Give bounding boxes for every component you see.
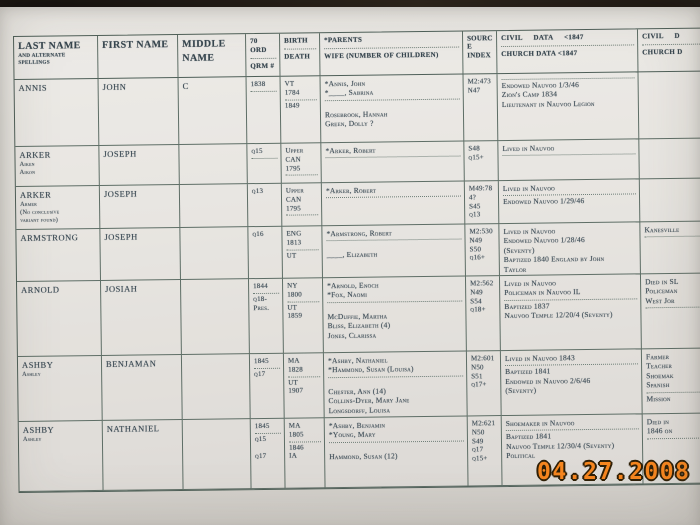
cell-line: ANNIS	[18, 82, 48, 93]
cell-ord-qrm	[247, 77, 282, 144]
cell-line: q18-	[253, 294, 268, 303]
cell-line: ____, Elizabeth	[326, 249, 378, 260]
cell-line: *Annis, John	[324, 78, 366, 89]
cell-line: NATHANIEL	[106, 423, 160, 434]
cell-ord-qrm	[250, 354, 285, 419]
cell-source-index	[465, 181, 500, 224]
cell-line: CAN	[285, 195, 302, 204]
cell-civil-church-2	[638, 71, 700, 139]
cell-birth-death	[282, 183, 323, 226]
cell-birth-death	[285, 418, 326, 488]
dotted-separator	[284, 48, 316, 49]
cell-line: FIRST NAME	[102, 39, 169, 51]
cell-source-index	[468, 416, 503, 486]
cell-line: *Hammond, Susan (Louisa)	[328, 364, 414, 375]
cell-line: Jones, Clarissa	[327, 330, 377, 340]
genealogy-table	[13, 27, 700, 493]
cell-line: *PARENTS	[324, 35, 363, 45]
cell-line: Upper	[285, 186, 304, 195]
dotted-separator	[502, 154, 635, 157]
cell-line: Lived in Nauvoo	[502, 183, 555, 194]
cell-line: ARNOLD	[21, 284, 60, 295]
dotted-separator	[645, 306, 700, 308]
cell-line: *Armstrong, Robert	[326, 228, 392, 239]
dotted-separator	[250, 57, 276, 58]
cell-civil-church	[498, 139, 639, 181]
cell-line: QRM #	[250, 61, 275, 70]
cell-line: 4?	[468, 193, 477, 202]
cell-line: Policeman	[645, 286, 678, 296]
cell-first-name	[103, 420, 184, 491]
cell-line: Nauvoo Temple 12/30/4 (Seventy)	[505, 440, 615, 451]
cell-line: (Seventy)	[503, 245, 535, 255]
cell-line: M2:621	[471, 419, 496, 428]
cell-line: WIFE (NUMBER OF CHILDREN)	[324, 50, 439, 60]
cell-line: q17+	[471, 380, 487, 389]
cell-line: *Young, Mary	[328, 429, 376, 440]
cell-line: Mission	[646, 393, 671, 403]
cell-last-name	[16, 229, 101, 282]
cell-line: M2:601	[470, 354, 495, 363]
cell-line: CIVIL D	[642, 31, 680, 41]
cell-line: q17	[472, 445, 484, 454]
cell-last-name	[15, 146, 99, 187]
cell-civil-church	[499, 222, 641, 276]
cell-line: Endowed Nauvoo 1/3/46	[501, 80, 580, 91]
cell-line: Policeman in Nauvoo IL	[504, 287, 581, 298]
cell-line: *Fox, Naomi	[327, 290, 368, 300]
cell-line: BENJAMAN	[105, 358, 157, 369]
cell-line: Ashley	[22, 370, 41, 378]
cell-line: S51	[471, 371, 483, 380]
cell-parents-wife	[325, 416, 469, 488]
cell-line: Hammond, Susan (12)	[329, 451, 398, 461]
cell-last-name	[18, 356, 103, 422]
cell-line: CHURCH D	[642, 47, 683, 57]
cell-source-index	[465, 224, 500, 276]
cell-middle-name	[180, 184, 249, 228]
cell-parents-wife	[321, 74, 465, 143]
cell-line: Lieutenant in Nauvoo Legion	[501, 98, 595, 109]
cell-line: CIVIL DATA <1847	[501, 33, 584, 43]
cell-birth-death	[281, 143, 321, 183]
cell-line: UT	[288, 378, 299, 387]
cell-line: SOURC	[467, 34, 493, 43]
cell-line: q15+	[468, 153, 484, 162]
cell-first-name	[100, 228, 181, 281]
header-cell-civil-church-data	[497, 29, 639, 74]
header-cell-70-ord-qrm	[246, 34, 281, 77]
dotted-separator	[286, 175, 318, 176]
cell-last-name	[16, 186, 101, 230]
cell-line: Taylor	[503, 264, 527, 274]
cell-line: q13	[251, 186, 264, 196]
cell-line: N49	[469, 236, 483, 245]
cell-line: ENG	[286, 229, 302, 238]
cell-middle-name	[181, 279, 250, 355]
cell-line: Zion's Camp 1834	[501, 89, 558, 100]
cell-line: Shoemaker in Nauvoo	[505, 418, 575, 429]
cell-line: 1795	[285, 163, 301, 173]
cell-first-name	[100, 185, 181, 229]
dotted-separator	[252, 158, 278, 159]
cell-line: M2:562	[470, 279, 494, 288]
cell-parents-wife	[321, 141, 464, 183]
cell-middle-name	[179, 144, 247, 185]
cell-civil-church-2	[640, 178, 700, 222]
cell-line: S54	[470, 296, 482, 305]
cell-line: CAN	[285, 155, 301, 164]
cell-line: Teacher	[646, 361, 673, 371]
cell-line: ARKER	[19, 189, 52, 200]
cell-line: *____, Sabrina	[324, 87, 374, 98]
cell-line: N47	[467, 86, 481, 95]
cell-line: 70 ORD	[250, 37, 267, 54]
cell-line: (Seventy)	[505, 385, 537, 396]
cell-line: JOSIAH	[105, 283, 138, 294]
dotted-separator	[647, 437, 700, 439]
dotted-separator	[324, 46, 459, 49]
cell-line: S49	[471, 436, 484, 445]
cell-line: INDEX	[467, 50, 491, 60]
cell-line: LAST NAME	[18, 40, 81, 52]
cell-line: Endowed Nauvoo 1/29/46	[503, 196, 585, 207]
cell-line: E	[467, 42, 473, 51]
cell-middle-name	[179, 77, 248, 145]
cell-line: Endowed in Nauvoo 2/6/46	[505, 375, 591, 386]
cell-line: Lived in Nauvoo	[503, 226, 556, 237]
cell-line: Collins-Dyer, Mary Jane	[328, 395, 410, 406]
cell-civil-church-2	[639, 138, 700, 179]
header-cell-civil-church-data-2	[638, 28, 700, 72]
cell-line: Farmer	[645, 352, 670, 362]
cell-line: Aiken	[19, 160, 35, 168]
cell-line: Chester, Ann (14)	[328, 386, 387, 396]
dotted-separator	[642, 43, 700, 45]
cell-line: MA	[288, 421, 301, 430]
cell-line: Died in	[646, 417, 670, 427]
cell-line: Green, Dolly ?	[325, 118, 374, 129]
cell-line: N49	[470, 288, 483, 297]
cell-line: UT	[286, 251, 297, 260]
header-cell-parents-wife	[320, 32, 464, 77]
cell-parents-wife	[324, 351, 468, 418]
cell-line: Baptized 1841	[505, 366, 551, 377]
cell-line: q17	[254, 369, 266, 378]
cell-line: 1805	[288, 430, 304, 439]
cell-line: 1795	[286, 203, 301, 213]
cell-line: q13	[469, 210, 481, 219]
cell-parents-wife	[322, 224, 466, 278]
dotted-separator	[644, 236, 700, 238]
cell-line: 1849	[284, 101, 300, 110]
cell-line: Aikon	[19, 168, 36, 177]
cell-last-name	[19, 421, 104, 492]
cell-line: 1907	[288, 386, 304, 395]
cell-line: 1846 on	[646, 426, 673, 436]
cell-line: Bliss, Elizabeth (4)	[327, 320, 391, 331]
cell-line: Upper	[285, 146, 304, 155]
cell-civil-church	[500, 274, 642, 351]
cell-first-name	[99, 78, 180, 146]
cell-line: *Arnold, Enoch	[327, 280, 379, 291]
cell-birth-death	[284, 353, 325, 418]
cell-line: CHURCH DATA <1847	[501, 48, 578, 58]
cell-ord-qrm	[248, 227, 283, 279]
cell-line: Political	[506, 450, 536, 461]
cell-parents-wife	[323, 276, 467, 353]
cell-line: q16+	[469, 253, 486, 262]
cell-line: Spanish	[646, 380, 670, 390]
cell-line: JOSEPH	[103, 148, 137, 159]
cell-ord-qrm	[249, 279, 284, 354]
cell-line: q18+	[470, 305, 486, 314]
header-cell-middle-name	[178, 34, 247, 78]
cell-line: 1859	[287, 311, 303, 320]
cell-line: Lived in Nauvoo	[502, 143, 555, 154]
cell-source-index	[467, 351, 502, 416]
cell-line: Endowed Nauvoo 1/28/46	[503, 235, 585, 246]
cell-civil-church-2	[642, 348, 700, 414]
cell-line: N50	[471, 363, 484, 372]
cell-middle-name	[180, 227, 249, 280]
cell-birth-death	[282, 226, 323, 278]
cell-line: ARKER	[19, 149, 51, 160]
cell-line: S50	[469, 244, 482, 253]
photo-edge-dark-strip	[0, 0, 700, 7]
dotted-separator	[326, 156, 461, 159]
cell-line: *Arker, Robert	[325, 185, 377, 196]
cell-line: Armer	[20, 200, 37, 208]
cell-line: Lived in Nauvoo 1843	[504, 353, 575, 364]
cell-civil-church	[499, 179, 641, 224]
cell-line: 1828	[288, 365, 303, 374]
cell-line: q15	[254, 434, 267, 443]
cell-line: (No conclusive	[20, 208, 60, 217]
cell-line: q17	[255, 451, 267, 460]
cell-line: West Jor	[645, 295, 675, 306]
cell-ord-qrm	[251, 419, 286, 489]
cell-line: 1846	[288, 442, 304, 452]
cell-line: *Ashby, Benjamin	[328, 420, 386, 431]
cell-line: q15+	[472, 454, 488, 463]
cell-line: N50	[471, 428, 485, 437]
cell-line: 1844	[253, 281, 268, 291]
cell-line: McDuffie, Martha	[327, 311, 388, 321]
cell-birth-death	[281, 76, 322, 143]
header-cell-birth-death	[280, 33, 321, 76]
cell-civil-church	[498, 72, 640, 141]
cell-line: 1845	[254, 421, 270, 431]
cell-line: NAME	[182, 52, 215, 64]
dotted-separator	[251, 91, 277, 92]
cell-source-index	[466, 276, 501, 351]
cell-last-name	[15, 79, 100, 147]
cell-line: DEATH	[284, 52, 311, 61]
cell-first-name	[101, 280, 182, 356]
cell-first-name	[102, 355, 183, 421]
cell-ord-qrm	[248, 184, 283, 227]
cell-civil-church	[501, 349, 643, 416]
cell-first-name	[99, 145, 179, 186]
cell-line: Lived in Nauvoo	[504, 278, 557, 289]
cell-line: Rosebrook, Hannah	[324, 109, 388, 119]
cell-line: M2:530	[469, 227, 493, 236]
cell-line: Baptized 1841	[505, 431, 552, 442]
cell-source-index	[464, 141, 498, 181]
cell-line: VT	[284, 79, 295, 88]
cell-line: Pres.	[253, 303, 270, 312]
dotted-separator	[326, 196, 461, 199]
cell-line: C	[182, 80, 189, 91]
cell-line: BIRTH	[284, 36, 308, 45]
cell-line: M2:473	[467, 77, 492, 86]
cell-line: S45	[469, 201, 481, 210]
cell-line: AND ALTERNATE SPELLINGS	[18, 52, 66, 66]
cell-line: NY	[287, 281, 298, 290]
header-cell-first-name	[98, 35, 179, 79]
cell-source-index	[464, 74, 499, 141]
cell-line: IA	[289, 451, 297, 460]
cell-civil-church-2	[641, 273, 700, 349]
cell-line: ARMSTRONG	[20, 232, 79, 243]
cell-line: variant found)	[20, 216, 59, 225]
cell-line: M49:78	[468, 184, 493, 193]
cell-line: S48	[468, 144, 480, 153]
cell-line: Ashley	[22, 435, 42, 443]
header-cell-source-index	[463, 31, 498, 74]
cell-line: q15	[251, 146, 263, 156]
cell-line: Shoemak	[646, 370, 674, 381]
cell-line: 1800	[287, 290, 303, 299]
cell-line: UT	[287, 303, 298, 312]
dotted-separator	[501, 44, 634, 47]
cell-line: Kanesville	[644, 224, 680, 235]
cell-line: JOHN	[102, 81, 127, 92]
cell-middle-name	[182, 354, 251, 420]
cell-line: ASHBY	[21, 359, 54, 370]
cell-line: Nauvoo Temple 12/20/4 (Seventy)	[504, 309, 613, 321]
cell-ord-qrm	[247, 144, 281, 184]
cell-birth-death	[283, 278, 324, 353]
cell-line: MA	[287, 356, 300, 365]
cell-line: q16	[252, 229, 264, 239]
cell-line: Died in SL	[644, 276, 679, 287]
cell-line: Baptized 1837	[504, 301, 550, 311]
cell-line: Baptized 1840 England by John	[503, 253, 605, 265]
dotted-separator	[286, 215, 318, 216]
cell-line: JOSEPH	[103, 188, 138, 199]
cell-middle-name	[183, 419, 252, 490]
cell-line: 1845	[253, 356, 269, 366]
camera-date-stamp: 04.27.2008	[537, 459, 691, 485]
cell-parents-wife	[322, 181, 466, 226]
header-cell-last-name	[14, 36, 99, 80]
cell-civil-church-2	[640, 221, 700, 274]
cell-line: 1784	[284, 88, 300, 97]
cell-line: ASHBY	[22, 424, 55, 435]
cell-line: Longsdorff, Louisa	[328, 404, 391, 415]
cell-line: *Ashby, Nathaniel	[327, 355, 388, 366]
cell-line: MIDDLE	[182, 38, 226, 50]
cell-last-name	[17, 281, 102, 357]
cell-line: 1838	[250, 79, 266, 89]
cell-line: 1813	[286, 238, 302, 247]
cell-line: *Arker, Robert	[325, 145, 376, 156]
cell-line: JOSEPH	[104, 231, 138, 242]
